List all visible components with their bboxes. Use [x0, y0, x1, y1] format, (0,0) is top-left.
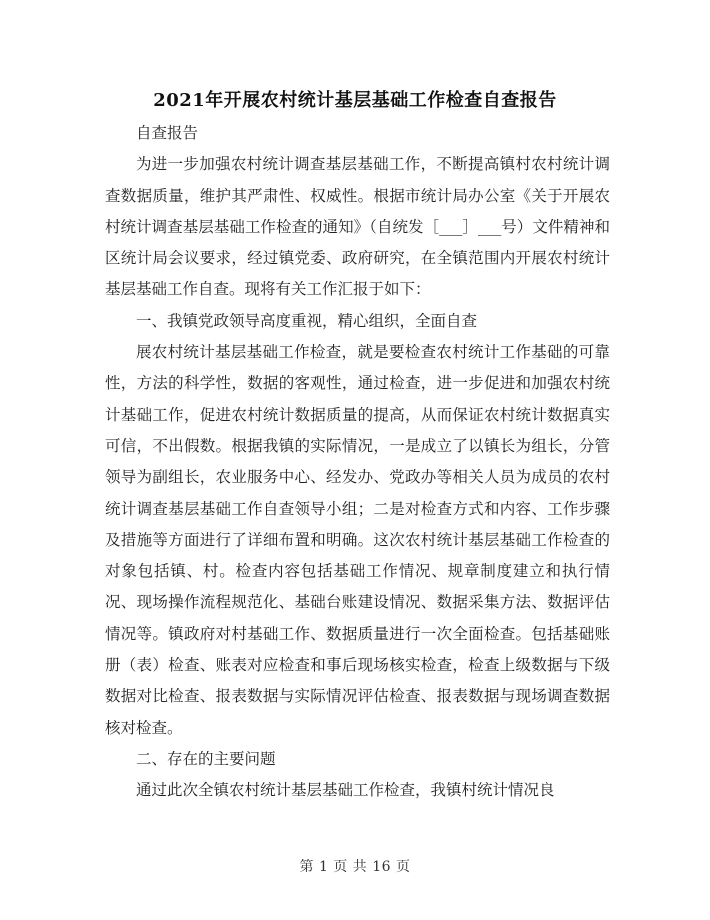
intro-paragraph: 为进一步加强农村统计调查基层基础工作，不断提高镇村农村统计调查数据质量，维护其严肃性、权威性。根据市统计局办公室《关于开展农村统计调查基层基础工作检查的通知》（自统发［___］___号）文件精神和区统计局会议要求，经过镇党委、政府研究，在全镇范围内开展农村统计基层基础工作自查。现将有关工作汇报于如下：	[105, 155, 610, 299]
section-label: 自查报告	[136, 124, 199, 142]
section-heading-1: 一、我镇党政领导高度重视，精心组织，全面自查	[136, 311, 478, 330]
section-heading-2: 二、存在的主要问题	[136, 749, 276, 768]
document-title: 2021年开展农村统计基层基础工作检查自查报告	[153, 90, 557, 111]
document-body	[105, 118, 610, 807]
section-1-paragraph: 展农村统计基层基础工作检查，就是要检查农村统计工作基础的可靠性，方法的科学性，数据的客观性，通过检查，进一步促进和加强农村统计基础工作，促进农村统计数据质量的提高，从而保证农村统计数据真实可信，不出假数。根据我镇的实际情况，一是成立了以镇长为组长，分管领导为副组长，农业服务中心、经发办、党政办等相关人员为成员的农村统计调查基层基础工作自查领导小组；二是对检查方式和内容、工作步骤及措施等方面进行了详细布置和明确。这次农村统计基层基础工作检查的对象包括镇、村。检查内容包括基础工作情况、规章制度建立和执行情况、现场操作流程规范化、基础台账建设情况、数据采集方法、数据评估情况等。镇政府对村基础工作、数据质量进行一次全面检查。包括基础账册（表）检查、账表对应检查和事后现场核实检查，检查上级数据与下级数据对比检查、报表数据与实际情况评估检查、报表数据与现场调查数据核对检查。	[105, 343, 610, 737]
page-footer: 第 1 页 共 16 页	[299, 859, 411, 875]
section-2-paragraph: 通过此次全镇农村统计基层基础工作检查，我镇村统计情况良	[136, 781, 555, 800]
